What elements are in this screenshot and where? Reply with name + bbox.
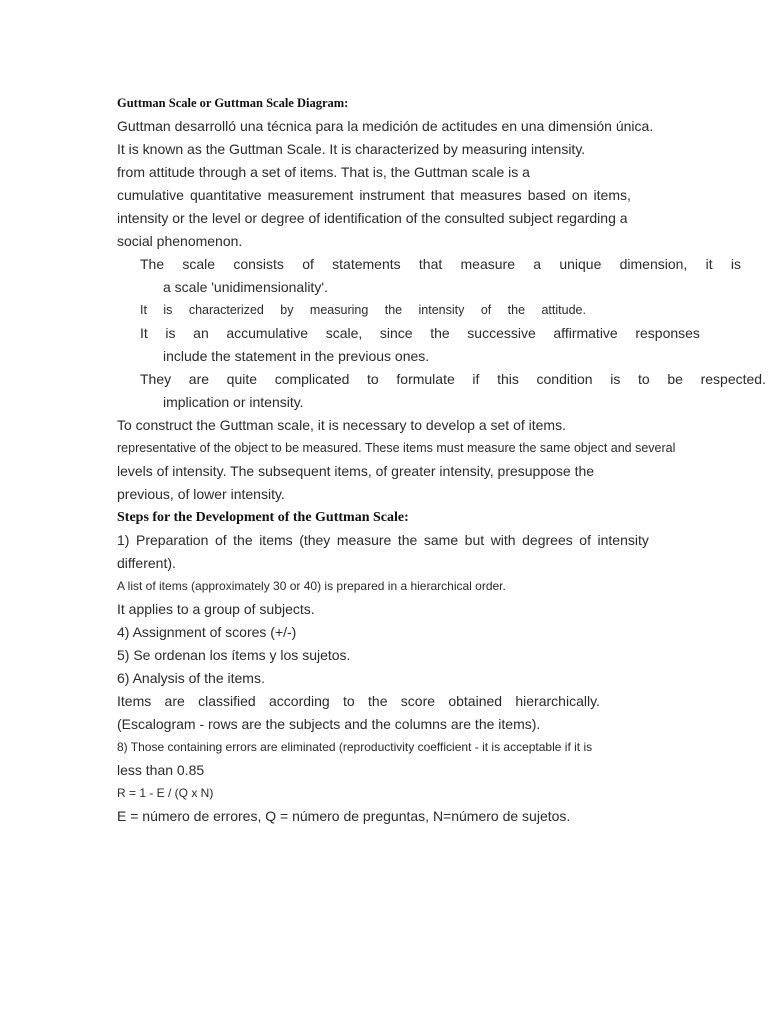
- paragraph-line: representative of the object to be measured. These items must measure the same object and several: [117, 441, 676, 455]
- paragraph-line: previous, of lower intensity.: [117, 486, 285, 502]
- word: attitude.: [541, 303, 586, 317]
- paragraph-line: To construct the Guttman scale, it is necessary to develop a set of items.: [117, 417, 566, 433]
- paragraph-line: [117, 184, 631, 207]
- word: statements: [332, 256, 401, 272]
- word: the: [233, 532, 253, 548]
- word: affirmative: [553, 325, 618, 341]
- word: scale: [182, 256, 216, 272]
- word: by: [280, 303, 294, 317]
- word: measuring: [309, 303, 369, 317]
- word: consists: [233, 256, 284, 272]
- word: dimension,: [619, 256, 688, 272]
- word: respected.: [700, 371, 766, 387]
- word: Preparation: [136, 532, 209, 548]
- word: cumulative: [117, 187, 184, 203]
- step-line: less than 0.85: [117, 762, 205, 778]
- paragraph-line: social phenomenon.: [117, 233, 243, 249]
- word: according: [269, 693, 330, 709]
- word: score: [400, 693, 436, 709]
- word: that: [418, 256, 443, 272]
- step-line: 8) Those containing errors are eliminated (reproductivity coefficient - it is acceptable if it is: [117, 740, 593, 754]
- word: that: [430, 187, 455, 203]
- step-line: 5) Se ordenan los ítems y los sujetos.: [117, 647, 351, 663]
- step-line: A list of items (approximately 30 or 40) is prepared in a hierarchical order.: [117, 579, 506, 593]
- word: The: [140, 256, 165, 272]
- word: complicated: [274, 371, 350, 387]
- paragraph-line: intensity or the level or degree of identification of the consulted subject regarding a: [117, 210, 628, 226]
- word: but: [464, 532, 485, 548]
- feature-line-continued: implication or intensity.: [163, 394, 304, 410]
- word: (they: [299, 532, 331, 548]
- word: measure: [336, 532, 392, 548]
- word: to: [638, 371, 650, 387]
- word: the: [368, 693, 388, 709]
- word: on: [571, 187, 588, 203]
- word: They: [140, 371, 172, 387]
- steps-heading: Steps for the Development of the Guttman Scale:: [117, 510, 409, 525]
- word: are: [188, 371, 210, 387]
- word: degrees: [522, 532, 573, 548]
- word: scale,: [325, 325, 363, 341]
- feature-line: [140, 368, 766, 391]
- word: quite: [226, 371, 258, 387]
- word: are: [164, 693, 185, 709]
- word: the: [384, 303, 403, 317]
- word: the: [507, 303, 526, 317]
- paragraph-line: It is known as the Guttman Scale. It is characterized by measuring intensity.: [117, 141, 586, 157]
- word: if: [472, 371, 480, 387]
- feature-line: [140, 299, 586, 322]
- feature-line-continued: include the statement in the previous ones.: [163, 348, 430, 364]
- paragraph-line: from attitude through a set of items. That is, the Guttman scale is a: [117, 164, 530, 180]
- paragraph-line: Guttman desarrolló una técnica para la medición de actitudes en una dimensión única.: [117, 118, 654, 134]
- word: is: [610, 371, 621, 387]
- word: it: [705, 256, 713, 272]
- word: to: [367, 371, 379, 387]
- word: responses: [635, 325, 700, 341]
- word: condition: [536, 371, 593, 387]
- step-line: [117, 690, 600, 713]
- word: measure: [460, 256, 515, 272]
- step-line: 6) Analysis of the items.: [117, 670, 265, 686]
- step-line: [117, 529, 649, 552]
- word: intensity: [418, 303, 465, 317]
- feature-line: [140, 322, 700, 345]
- document-title: Guttman Scale or Guttman Scale Diagram:: [117, 96, 349, 110]
- word: since: [379, 325, 413, 341]
- feature-line-continued: a scale 'unidimensionality'.: [163, 279, 328, 295]
- formula-line: R = 1 - E / (Q x N): [117, 786, 214, 800]
- word: of: [302, 256, 314, 272]
- word: be: [667, 371, 683, 387]
- word: quantitative: [189, 187, 262, 203]
- document-page: [117, 92, 766, 828]
- paragraph-line: levels of intensity. The subsequent items, of greater intensity, presuppose the: [117, 463, 595, 479]
- word: Items: [117, 693, 152, 709]
- word: accumulative: [226, 325, 309, 341]
- word: same: [423, 532, 459, 548]
- word: this: [497, 371, 519, 387]
- word: of: [214, 532, 227, 548]
- word: intensity: [597, 532, 649, 548]
- word: items,: [593, 187, 631, 203]
- word: It: [140, 303, 147, 317]
- word: based: [527, 187, 566, 203]
- word: hierarchically.: [515, 693, 600, 709]
- legend-line: E = número de errores, Q = número de preguntas, N=número de sujetos.: [117, 808, 571, 824]
- word: 1): [117, 532, 130, 548]
- word: instrument: [359, 187, 425, 203]
- word: classified: [198, 693, 256, 709]
- word: successive: [467, 325, 536, 341]
- step-line: different).: [117, 555, 176, 571]
- word: the: [397, 532, 418, 548]
- word: the: [430, 325, 450, 341]
- word: is: [730, 256, 741, 272]
- feature-line: [140, 253, 741, 276]
- word: an: [193, 325, 209, 341]
- word: of: [480, 303, 492, 317]
- word: characterized: [188, 303, 264, 317]
- word: measurement: [267, 187, 354, 203]
- step-line: 4) Assignment of scores (+/-): [117, 624, 297, 640]
- step-line: (Escalogram - rows are the subjects and the columns are the items).: [117, 716, 541, 732]
- word: with: [490, 532, 516, 548]
- word: obtained: [448, 693, 503, 709]
- word: formulate: [396, 371, 455, 387]
- word: of: [579, 532, 591, 548]
- word: a: [533, 256, 542, 272]
- word: is: [163, 303, 173, 317]
- step-line: It applies to a group of subjects.: [117, 601, 315, 617]
- word: items: [259, 532, 293, 548]
- word: is: [165, 325, 176, 341]
- word: to: [343, 693, 355, 709]
- word: It: [140, 325, 148, 341]
- word: measures: [460, 187, 522, 203]
- word: unique: [559, 256, 602, 272]
